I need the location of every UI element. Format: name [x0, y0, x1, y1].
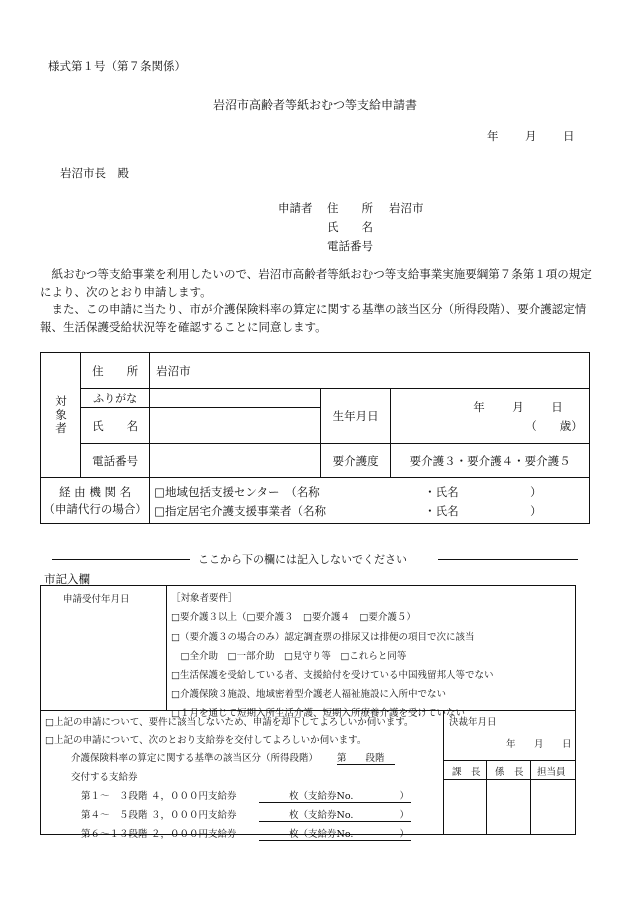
voucher-amount-3: ２，０００円支給券	[151, 829, 237, 840]
voucher-count-1[interactable]	[259, 788, 411, 803]
date-year: 年	[487, 129, 499, 143]
stamp-staff: 担当員	[537, 767, 566, 778]
requirement-4[interactable]: □介護保険３施設、地域密着型介護老人福祉施設に入所中でない	[171, 689, 446, 700]
voucher-amount-1: ４，０００円支給券	[151, 791, 237, 802]
target-care-options[interactable]: 要介護３・要介護４・要介護５	[391, 444, 590, 478]
via-options[interactable]	[150, 478, 590, 524]
via-option-center-close: ）	[530, 484, 542, 499]
target-name-label: 氏 名	[81, 408, 150, 444]
target-furigana-field[interactable]	[150, 389, 321, 408]
target-care-label: 要介護度	[321, 444, 391, 478]
via-option-center-name: ・氏名	[424, 484, 459, 499]
requirement-3[interactable]: □生活保護を受給している者、支援給付を受けている中国残留邦人等でない	[171, 670, 494, 681]
birth-year: 年	[473, 400, 485, 414]
voucher-amount-2: ３，０００円支給券	[151, 810, 237, 821]
via-option-office-name: ・氏名	[424, 503, 459, 518]
decision-date-cell	[443, 710, 575, 834]
voucher-count-2[interactable]	[259, 807, 411, 822]
tier-label: 介護保険料率の算定に関する基準の該当区分（所得段階）	[71, 753, 319, 764]
received-date-cell[interactable]	[41, 586, 167, 710]
divider-line-right	[438, 559, 578, 560]
via-label	[41, 478, 150, 524]
decision-reject[interactable]: □上記の申請について、要件に該当しないため、申請を却下してよろしいか伺います。	[45, 717, 414, 728]
decision-cell	[41, 710, 441, 840]
date-day: 日	[563, 129, 575, 143]
via-label-line1: 経 由 機 関 名	[59, 484, 132, 499]
received-date-label: 申請受付年月日	[63, 594, 130, 605]
voucher-tier-3: 第６～１３段階	[81, 829, 148, 840]
voucher-count-2-text: 枚（支給券No.	[289, 810, 354, 821]
date-month: 月	[525, 129, 537, 143]
applicant-label: 申請者	[278, 201, 313, 215]
requirements-cell	[167, 586, 575, 719]
voucher-count-3[interactable]	[259, 826, 411, 841]
decision-approve[interactable]: □上記の申請について、次のとおり支給券を交付してよろしいか伺います。	[45, 735, 367, 746]
voucher-count-3-text: 枚（支給券No.	[289, 829, 354, 840]
voucher-tier-1: 第１～ ３段階	[81, 791, 148, 802]
applicant-address-value[interactable]: 岩沼市	[389, 201, 424, 215]
target-table	[40, 352, 590, 524]
divider-line-left	[52, 559, 190, 560]
applicant-address-label: 住 所	[327, 201, 373, 215]
target-name-field[interactable]	[150, 408, 321, 444]
target-phone-label: 電話番号	[81, 444, 150, 478]
birth-month: 月	[512, 400, 524, 414]
via-label-line2: （申請代行の場合）	[43, 501, 147, 516]
via-option-office[interactable]: □指定居宅介護支援事業者（名称	[154, 503, 327, 518]
requirement-1[interactable]: □要介護３以上（□要介護３ □要介護４ □要介護５）	[171, 612, 416, 623]
requirements-header: ［対象者要件］	[171, 593, 238, 604]
via-option-center[interactable]: □地域包括支援センター （名称	[154, 484, 320, 499]
stamp-unit-chief: 係 長	[495, 767, 524, 778]
target-furigana-label: ふりがな	[81, 389, 150, 408]
applicant-name-label: 氏 名	[327, 220, 373, 234]
voucher-label: 交付する支給券	[71, 772, 138, 783]
voucher-close-3: ）	[399, 829, 409, 840]
voucher-close-2: ）	[399, 810, 409, 821]
city-section-heading: 市記入欄	[44, 572, 90, 586]
voucher-close-1: ）	[399, 791, 409, 802]
target-birth-field[interactable]	[391, 389, 590, 444]
requirement-5[interactable]: □１月を通じて短期入所生活介護、短期入所療養介護を受けていない	[171, 708, 465, 719]
voucher-tier-2: 第４～ ５段階	[81, 810, 148, 821]
requirement-2[interactable]: □（要介護３の場合のみ）認定調査票の排尿又は排便の項目で次に該当	[171, 632, 475, 643]
applicant-phone-label: 電話番号	[327, 239, 373, 253]
stamp-section-chief: 課 長	[452, 767, 481, 778]
via-option-office-close: ）	[530, 503, 542, 518]
age-field: （ 歳）	[525, 419, 583, 433]
target-birth-label: 生年月日	[321, 389, 391, 444]
body-paragraph-2: また、この申請に当たり、市が介護保険料率の算定に関する基準の該当区分（所得段階）、要介護認定情報、生活保護受給状況等を確認することに同意します。	[40, 302, 587, 334]
addressee: 岩沼市長 殿	[60, 166, 129, 180]
target-address-field[interactable]: 岩沼市	[150, 353, 590, 389]
target-side-label: 対象者	[41, 353, 81, 478]
decision-year: 年	[506, 739, 516, 750]
decision-date-label: 決裁年月日	[449, 717, 497, 728]
stamp-grid	[444, 760, 576, 834]
target-address-label: 住 所	[81, 353, 150, 389]
decision-month: 月	[534, 739, 544, 750]
target-phone-field[interactable]	[150, 444, 321, 478]
voucher-count-1-text: 枚（支給券No.	[289, 791, 354, 802]
body-paragraph-1: 紙おむつ等支給事業を利用したいので、岩沼市高齢者等紙おむつ等支給事業実施要綱第７条第１項の規定により、次のとおり申請します。	[40, 267, 592, 299]
divider-text: ここから下の欄には記入しないでください	[198, 553, 407, 566]
requirement-2-options[interactable]: □全介助 □一部介助 □見守り等 □これらと同等	[171, 651, 407, 662]
page-title: 岩沼市高齢者等紙おむつ等支給申請書	[212, 98, 417, 112]
city-section-box	[40, 585, 576, 840]
tier-value[interactable]: 第 段階	[337, 750, 395, 765]
decision-day: 日	[562, 739, 572, 750]
form-number: 様式第１号（第７条関係）	[48, 59, 186, 73]
birth-day: 日	[551, 400, 563, 414]
